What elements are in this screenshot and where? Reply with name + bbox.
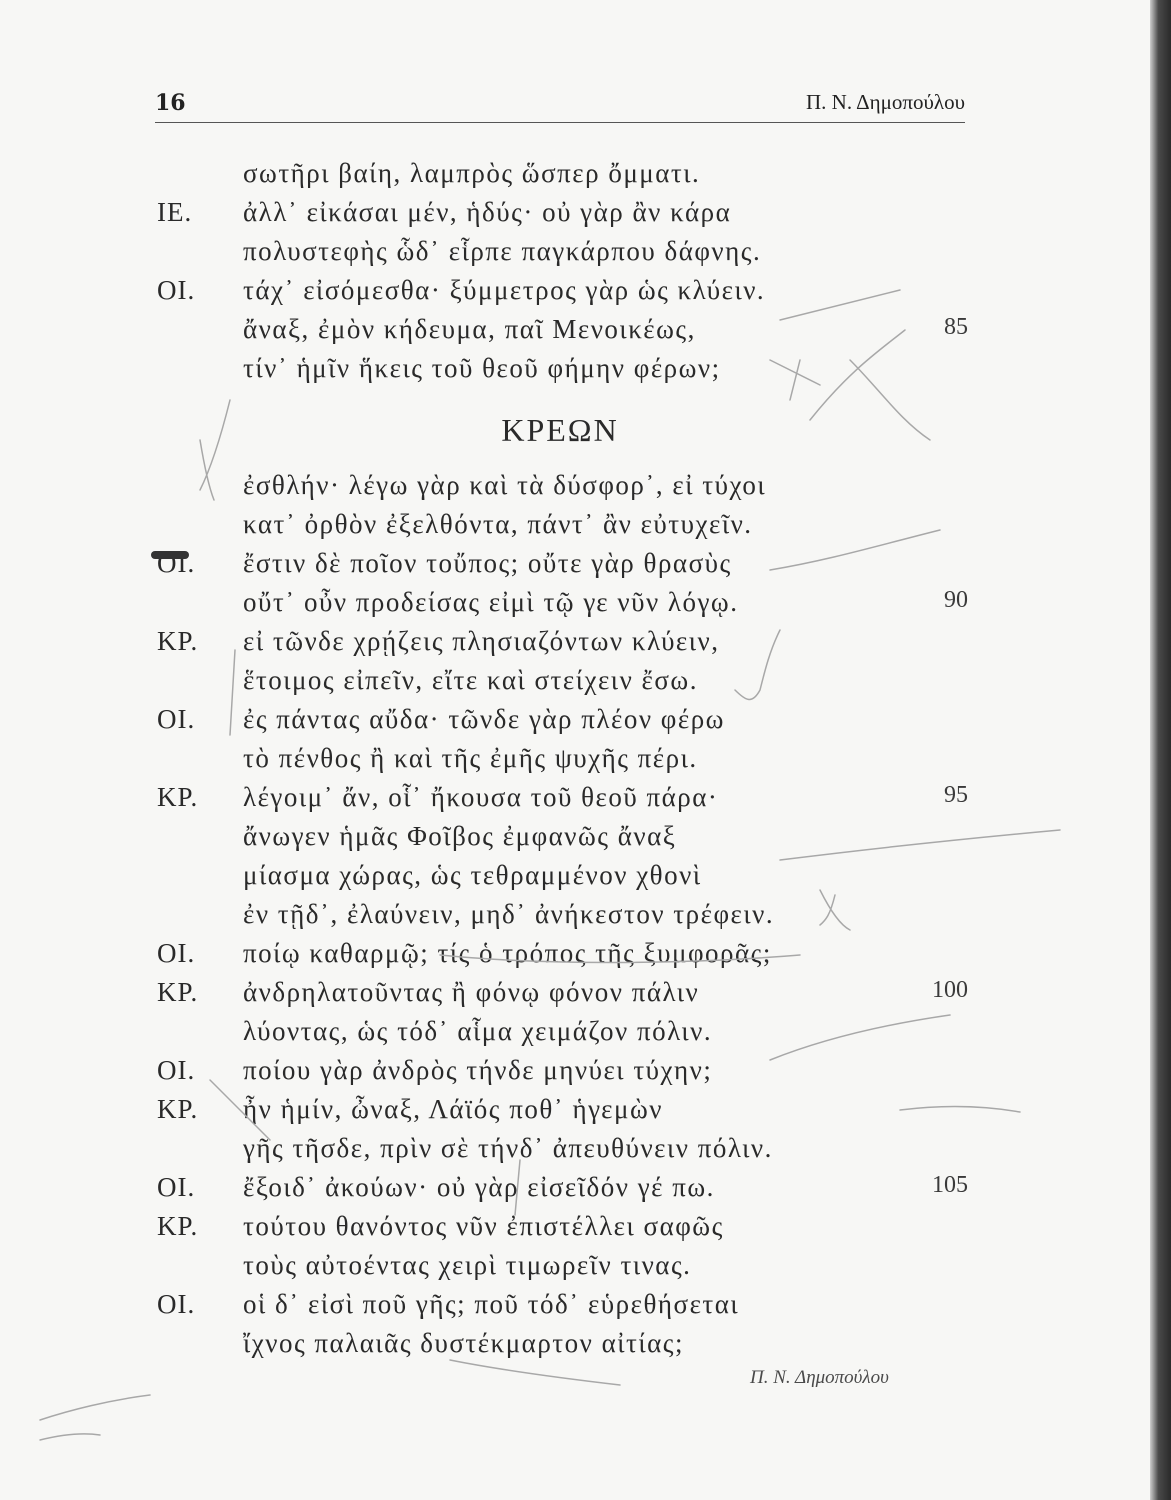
verse-text: τάχ᾽ εἰσόμεσθα· ξύμμετρος γὰρ ὡς κλύειν. <box>243 275 766 305</box>
verse-text: ποίου γὰρ ἀνδρὸς τήνδε μηνύει τύχην; <box>243 1055 713 1085</box>
verse-line <box>0 899 1150 939</box>
page-header <box>155 82 965 123</box>
verse-text: ἄνωγεν ἡμᾶς Φοῖβος ἐμφανῶς ἄναξ <box>243 821 677 851</box>
pencil-stroke <box>40 1434 100 1440</box>
verse-line <box>0 821 1150 861</box>
verse-text: ἄναξ, ἐμὸν κήδευμα, παῖ Μενοικέως, <box>243 314 696 344</box>
line-number: 105 <box>932 1172 968 1198</box>
verse-line <box>0 1172 1150 1212</box>
verse-text: τίν᾽ ἡμῖν ἥκεις τοῦ θεοῦ φήμην φέρων; <box>243 353 721 383</box>
speaker-label: ΟΙ. <box>157 275 196 305</box>
speaker-label: ΚΡ. <box>157 626 199 656</box>
speaker-label: ΚΡ. <box>157 782 199 812</box>
line-number: 85 <box>944 314 968 340</box>
verse-line <box>0 158 1150 198</box>
verse-line <box>0 236 1150 276</box>
speaker-label: ΚΡ. <box>157 1211 199 1241</box>
verse-text: τούτου θανόντος νῦν ἐπιστέλλει σαφῶς <box>243 1211 724 1241</box>
verse-text: οἱ δ᾽ εἰσὶ ποῦ γῆς; ποῦ τόδ᾽ εὑρεθήσεται <box>243 1289 740 1319</box>
book-spine-edge <box>1150 0 1171 1500</box>
verse-line <box>0 314 1150 354</box>
line-number: 100 <box>932 977 968 1003</box>
verse-text: τοὺς αὐτοέντας χειρὶ τιμωρεῖν τινας. <box>243 1250 692 1280</box>
verse-line <box>0 860 1150 900</box>
verse-text: εἰ τῶνδε χρῄζεις πλησιαζόντων κλύειν, <box>243 626 720 656</box>
verse-line <box>0 587 1150 627</box>
verse-text: γῆς τῆσδε, πρὶν σὲ τήνδ᾽ ἀπευθύνειν πόλιν. <box>243 1133 773 1163</box>
verse-text: τὸ πένθος ἢ καὶ τῆς ἐμῆς ψυχῆς πέρι. <box>243 743 698 773</box>
verse-line <box>0 470 1150 510</box>
verse-line <box>0 1133 1150 1173</box>
pencil-stroke <box>40 1395 150 1420</box>
speaker-label: ΙΕ. <box>157 197 193 227</box>
speaker-label: ΟΙ. <box>157 1055 196 1085</box>
verse-line <box>0 1328 1150 1368</box>
verse-line <box>0 938 1150 978</box>
verse-text: ποίῳ καθαρμῷ; τίς ὁ τρόπος τῆς ξυμφορᾶς; <box>243 938 772 968</box>
verse-text: σωτῆρι βαίη, λαμπρὸς ὥσπερ ὄμματι. <box>243 158 701 188</box>
verse-line <box>0 509 1150 549</box>
verse-line <box>0 353 1150 393</box>
verse-text: ἐσθλήν· λέγω γὰρ καὶ τὰ δύσφορ᾽, εἰ τύχοι <box>243 470 767 500</box>
verse-line <box>0 1094 1150 1134</box>
verse-line <box>0 1289 1150 1329</box>
verse-text: λύοντας, ὡς τόδ᾽ αἷμα χειμάζον πόλιν. <box>243 1016 713 1046</box>
verse-text: ἴχνος παλαιᾶς δυστέκμαρτον αἰτίας; <box>243 1328 684 1358</box>
footer-signature: Π. Ν. Δημοπούλου <box>750 1367 889 1388</box>
verse-text: ἀλλ᾽ εἰκάσαι μέν, ἡδύς· οὐ γὰρ ἂν κάρα <box>243 197 732 227</box>
verse-text: ἕτοιμος εἰπεῖν, εἴτε καὶ στείχειν ἔσω. <box>243 665 698 695</box>
verse-text: ἔστιν δὲ ποῖον τοὔπος; οὔτε γὰρ θρασὺς <box>243 548 732 578</box>
verse-line <box>0 1211 1150 1251</box>
verse-text: ἐς πάντας αὔδα· τῶνδε γὰρ πλέον φέρω <box>243 704 725 734</box>
verse-line <box>0 1055 1150 1095</box>
verse-line <box>0 275 1150 315</box>
verse-text: ἔξοιδ᾽ ἀκούων· οὐ γὰρ εἰσεῖδόν γέ πω. <box>243 1172 715 1202</box>
verse-line <box>0 1250 1150 1290</box>
verse-line <box>0 197 1150 237</box>
verse-text: μίασμα χώρας, ὡς τεθραμμένον χθονὶ <box>243 860 702 890</box>
line-number: 90 <box>944 587 968 613</box>
verse-line <box>0 548 1150 588</box>
verse-line <box>0 626 1150 666</box>
verse-text: ἦν ἡμίν, ὦναξ, Λάϊός ποθ᾽ ἡγεμὼν <box>243 1094 663 1124</box>
verse-line <box>0 665 1150 705</box>
speaker-label: ΟΙ. <box>157 1172 196 1202</box>
page-number: 16 <box>155 90 186 116</box>
verse-line <box>0 704 1150 744</box>
verse-text: οὔτ᾽ οὖν προδείσας εἰμὶ τῷ γε νῦν λόγῳ. <box>243 587 739 617</box>
verse-text: πολυστεφὴς ὧδ᾽ εἷρπε παγκάρπου δάφνης. <box>243 236 762 266</box>
verse-line <box>0 1016 1150 1056</box>
speaker-label: ΚΡ. <box>157 977 199 1007</box>
speaker-label: ΟΙ. <box>157 1289 196 1319</box>
speaker-label: ΟΙ. <box>157 938 196 968</box>
line-number: 95 <box>944 782 968 808</box>
verse-line <box>0 743 1150 783</box>
verse-line <box>0 782 1150 822</box>
verse-text: λέγοιμ᾽ ἄν, οἷ᾽ ἤκουσα τοῦ θεοῦ πάρα· <box>243 782 719 812</box>
verse-text: ἀνδρηλατοῦντας ἢ φόνῳ φόνον πάλιν <box>243 977 700 1007</box>
speaker-label: ΚΡ. <box>157 1094 199 1124</box>
verse-text: κατ᾽ ὀρθὸν ἐξελθόντα, πάντ᾽ ἂν εὐτυχεῖν. <box>243 509 753 539</box>
verse-line <box>0 977 1150 1017</box>
speaker-heading: ΚΡΕΩΝ <box>501 412 619 448</box>
running-head: Π. Ν. Δημοπούλου <box>806 90 965 114</box>
verse-text: ἐν τῇδ᾽, ἐλαύνειν, μηδ᾽ ἀνήκεστον τρέφειν. <box>243 899 775 929</box>
speaker-label: ΟΙ. <box>157 704 196 734</box>
speaker-label: ΟΙ. <box>157 548 196 578</box>
